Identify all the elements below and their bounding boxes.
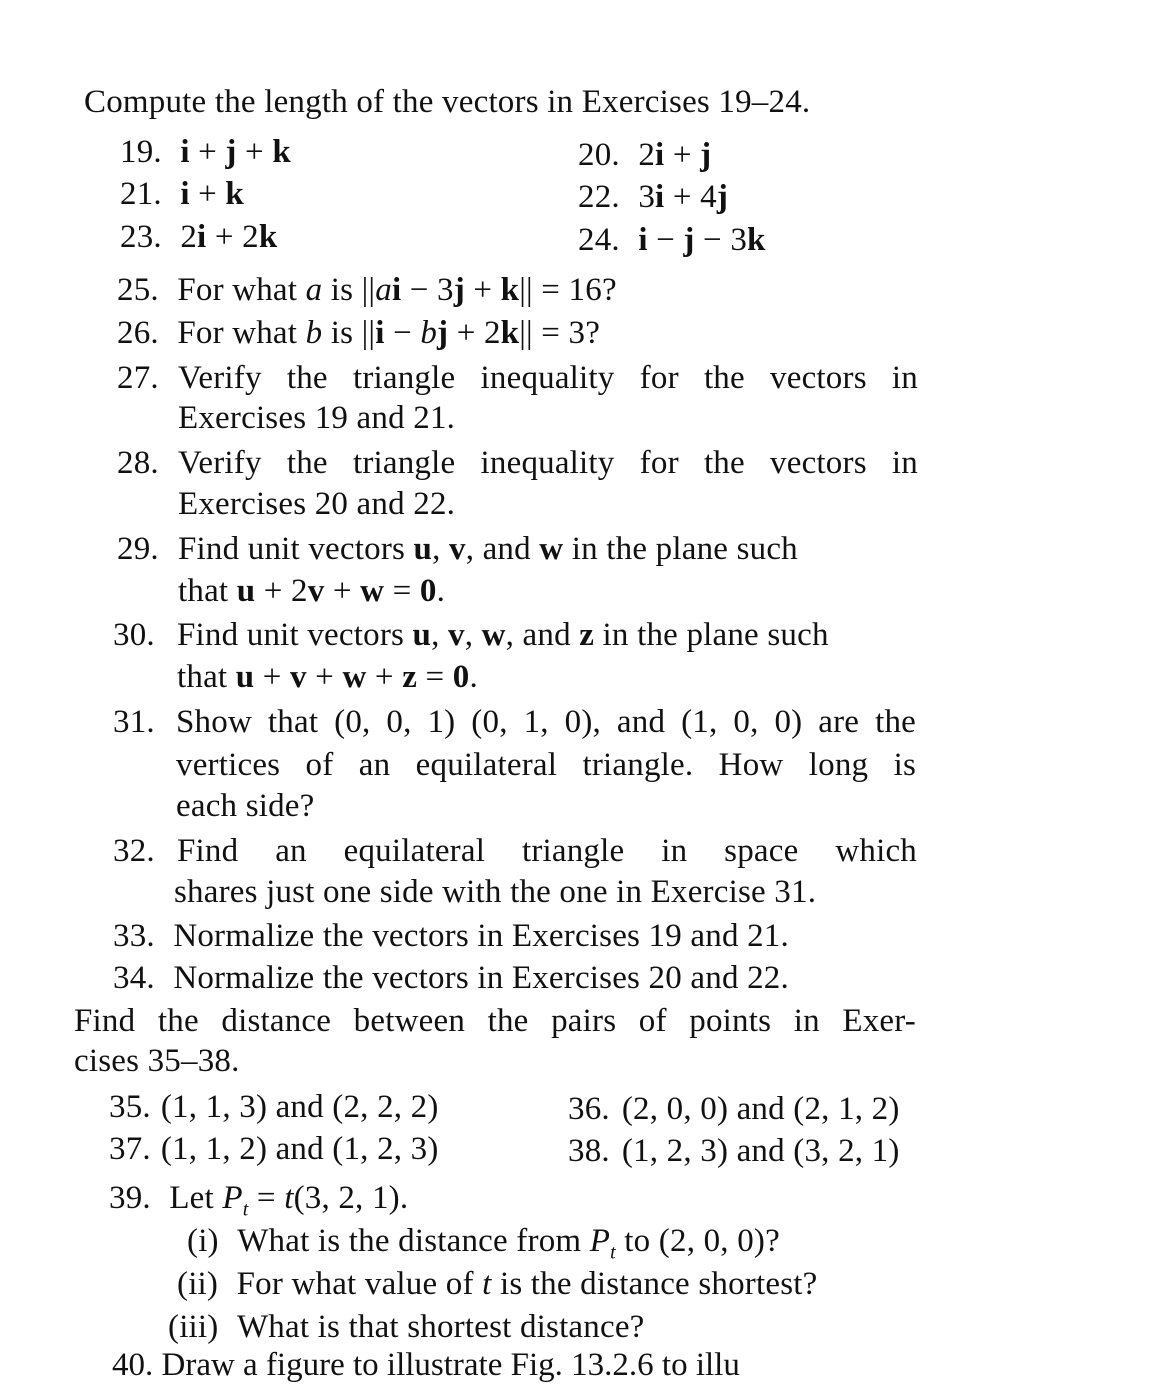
exercise-22: 22. 3i + 4j (578, 179, 729, 215)
exercise-33: 33. Normalize the vectors in Exercises 19 and 21. (113, 918, 789, 954)
exercise-23: 23. 2i + 2k (120, 219, 278, 255)
exercise-31: 31. (113, 704, 155, 740)
exercise-37: 37. (1, 1, 2) and (1, 2, 3) (109, 1131, 439, 1167)
exercise-20: 20. 2i + j (578, 137, 712, 173)
exercise-29: 29. (117, 531, 159, 567)
exercise-39-part-ii: (ii) For what value of t is the distance shortest? (177, 1266, 818, 1302)
intro-exercises-35-38-line-1: Find the distance between the pairs of points in Exer- (74, 1003, 916, 1039)
exercise-32-line-1: Find an equilateral triangle in space which (177, 833, 917, 869)
exercise-30-line-1: Find unit vectors u, v, w, and z in the plane such (177, 617, 829, 653)
exercise-39-part-iii: (iii) What is that shortest distance? (168, 1309, 645, 1345)
exercise-28-line-2: Exercises 20 and 22. (178, 486, 456, 522)
exercise-39-part-i: (i) What is the distance from $P_t$ to (2, 0, 0)? (187, 1223, 780, 1264)
intro-exercises-19-24: Compute the length of the vectors in Exercises 19–24. (84, 84, 811, 120)
exercise-28-line-1: Verify the triangle inequality for the vectors in (178, 445, 918, 481)
exercise-27: 27. (117, 360, 159, 396)
exercise-30-line-2: that u + v + w + z = 0. (177, 659, 478, 695)
exercise-28: 28. (117, 445, 159, 481)
exercise-31-line-2: vertices of an equilateral triangle. How long is (176, 747, 916, 783)
exercise-26: 26. For what b is ||i − bj + 2k|| = 3? (117, 315, 601, 351)
exercise-32: 32. (113, 833, 155, 869)
exercise-25: 25. For what a is ||ai − 3j + k|| = 16? (117, 272, 617, 308)
exercise-31-line-3: each side? (176, 788, 315, 824)
exercise-38: 38. (1, 2, 3) and (3, 2, 1) (568, 1133, 900, 1169)
cutoff-line-exercise-40: 40. Draw a figure to illustrate Fig. 13.2.6 to illu (112, 1347, 740, 1383)
exercise-31-line-1: Show that (0, 0, 1) (0, 1, 0), and (1, 0, 0) are the (176, 704, 916, 740)
exercise-27-line-1: Verify the triangle inequality for the vectors in (178, 360, 918, 396)
exercise-34: 34. Normalize the vectors in Exercises 20 and 22. (113, 960, 789, 996)
exercise-21: 21. i + k (120, 176, 244, 212)
exercise-39: 39. Let $P_t = t(3$, 2, 1). (109, 1180, 409, 1221)
exercise-19: 19. i + j + k (120, 134, 291, 170)
exercise-36: 36. (2, 0, 0) and (2, 1, 2) (568, 1091, 900, 1127)
exercise-29-line-1: Find unit vectors u, v, and w in the plane such (178, 531, 798, 567)
exercise-30: 30. (113, 617, 155, 653)
exercise-32-line-2: shares just one side with the one in Exercise 31. (174, 874, 817, 910)
exercise-24: 24. i − j − 3k (578, 222, 766, 258)
exercise-27-line-2: Exercises 19 and 21. (178, 400, 456, 436)
intro-exercises-35-38-line-2: cises 35–38. (74, 1043, 240, 1079)
exercise-35: 35. (1, 1, 3) and (2, 2, 2) (109, 1089, 439, 1125)
exercise-29-line-2: that u + 2v + w = 0. (178, 573, 446, 609)
